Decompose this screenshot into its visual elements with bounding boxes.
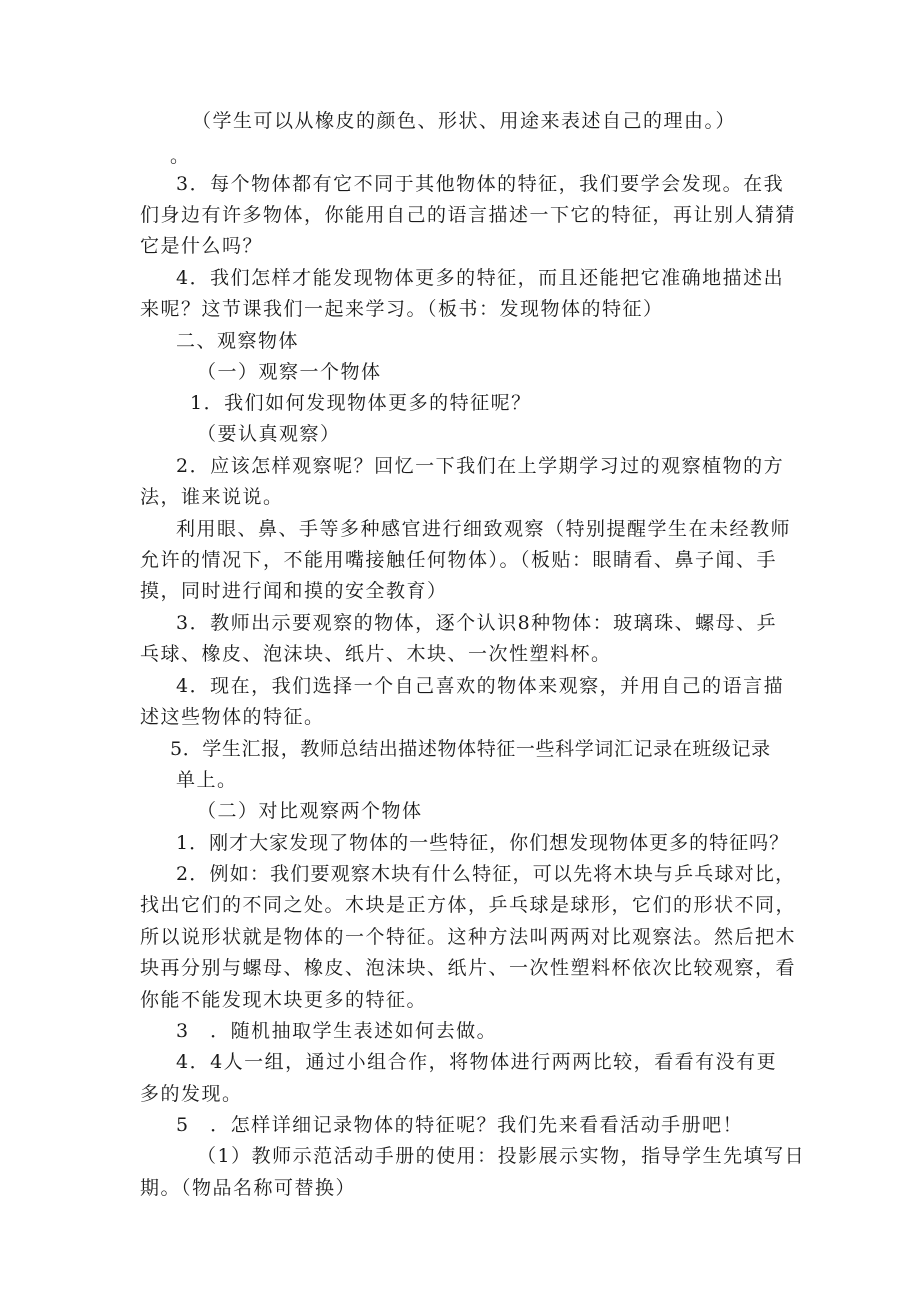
text-line: 单上。 bbox=[176, 769, 238, 791]
text-line: （1）教师示范活动手册的使用：投影展示实物，指导学生先填写日 bbox=[197, 1145, 806, 1167]
text-line: 1．刚才大家发现了物体的一些特征，你们想发现物体更多的特征吗？ bbox=[176, 832, 790, 854]
text-line: 1．我们如何发现物体更多的特征呢？ bbox=[190, 392, 532, 414]
text-line: 找出它们的不同之处。木块是正方体，乒乓球是球形，它们的形状不同， bbox=[140, 894, 797, 916]
text-line: 们身边有许多物体，你能用自己的语言描述一下它的特征，再让别人猜猜 bbox=[140, 204, 797, 226]
text-line: 块再分别与螺母、橡皮、泡沫块、纸片、一次性塑料杯依次比较观察，看 bbox=[140, 957, 797, 979]
text-line: 多的发现。 bbox=[140, 1083, 243, 1105]
text-line: 5．学生汇报，教师总结出描述物体特征一些科学词汇记录在班级记录 bbox=[170, 738, 771, 760]
text-line: 它是什么吗？ bbox=[140, 235, 264, 257]
text-line: 2．例如：我们要观察木块有什么特征，可以先将木块与乒乓球对比， bbox=[176, 863, 796, 885]
subsection-heading: （一）观察一个物体 bbox=[197, 361, 382, 383]
text-line: 3．教师出示要观察的物体，逐个认识8种物体：玻璃珠、螺母、乒 bbox=[176, 612, 778, 634]
text-line: 4．我们怎样才能发现物体更多的特征，而且还能把它准确地描述出 bbox=[176, 267, 785, 289]
text-line: 2．应该怎样观察呢？回忆一下我们在上学期学习过的观察植物的方 bbox=[176, 455, 785, 477]
section-heading: 二、观察物体 bbox=[176, 330, 300, 352]
text-line: 利用眼、鼻、手等多种感官进行细致观察（特别提醒学生在未经教师 bbox=[176, 518, 792, 540]
text-line: （学生可以从橡皮的颜色、形状、用途来表述自己的理由。） bbox=[192, 110, 737, 132]
text-line: 乓球、橡皮、泡沫块、纸片、木块、一次性塑料杯。 bbox=[140, 643, 612, 665]
text-line: 来呢？这节课我们一起来学习。（板书：发现物体的特征） bbox=[140, 298, 664, 320]
text-line: 3 ．随机抽取学生表述如何去做。 bbox=[176, 1020, 498, 1042]
text-line: 4．4人一组，通过小组合作，将物体进行两两比较，看看有没有更 bbox=[176, 1051, 778, 1073]
text-line: 期。（物品名称可替换） bbox=[140, 1177, 357, 1199]
text-line: 4．现在，我们选择一个自己喜欢的物体来观察，并用自己的语言描 bbox=[176, 675, 785, 697]
text-line: 。 bbox=[170, 145, 191, 167]
text-line: 述这些物体的特征。 bbox=[140, 706, 325, 728]
subsection-heading: （二）对比观察两个物体 bbox=[197, 800, 423, 822]
text-line: （要认真观察） bbox=[197, 423, 341, 445]
text-line: 摸，同时进行闻和摸的安全教育） bbox=[140, 580, 448, 602]
text-line: 法，谁来说说。 bbox=[140, 486, 284, 508]
text-line: 所以说形状就是物体的一个特征。这种方法叫两两对比观察法。然后把木 bbox=[140, 926, 797, 948]
text-line: 你能不能发现木块更多的特征。 bbox=[140, 989, 428, 1011]
text-line: 3．每个物体都有它不同于其他物体的特征，我们要学会发现。在我 bbox=[176, 173, 785, 195]
text-line: 5 ．怎样详细记录物体的特征呢？我们先来看看活动手册吧！ bbox=[176, 1114, 744, 1136]
text-line: 允许的情况下，不能用嘴接触任何物体）。（板贴：眼睛看、鼻子闻、手 bbox=[140, 549, 778, 571]
